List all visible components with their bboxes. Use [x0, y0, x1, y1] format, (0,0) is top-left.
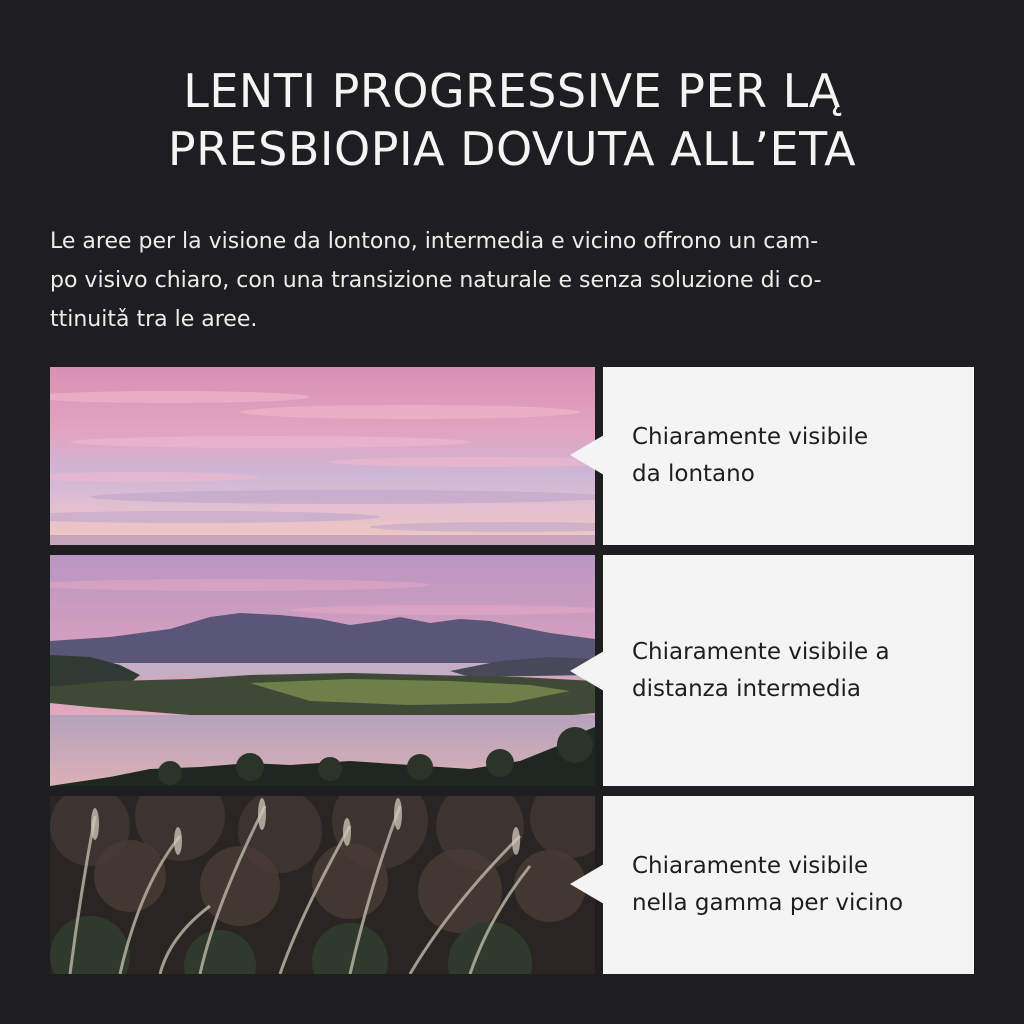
- label-text: [632, 555, 890, 786]
- label-card: [603, 367, 974, 545]
- callout-pointer: [570, 435, 604, 475]
- label-line-2: distanza intermedia: [632, 675, 861, 702]
- intro-line-2: po visivo chiaro, con una transizione naturale e senza soluzione di co-: [50, 268, 822, 293]
- callout-pointer: [570, 864, 604, 904]
- intro-line-3: ttinuitǎ tra le aree.: [50, 307, 258, 332]
- panel-far: [50, 367, 974, 545]
- intro-paragraph: [50, 222, 980, 339]
- callout-pointer: [570, 651, 604, 691]
- intro-line-1: Le aree per la visione da lontono, intermedia e vicino offrono un cam-: [50, 229, 819, 254]
- label-text: [632, 796, 903, 974]
- label-line-1: Chiaramente visibile a: [632, 638, 890, 665]
- label-line-1: Chiaramente visibile: [632, 853, 869, 879]
- title-line-2: PRESBIOPIA DOVUTA ALL’ETA: [167, 122, 857, 176]
- label-card: [603, 796, 974, 974]
- panel-intermediate: [50, 555, 974, 786]
- photo-sunset-sky: [50, 367, 595, 545]
- sky-image: [50, 367, 595, 545]
- label-card: [603, 555, 974, 786]
- page-title: [0, 62, 1024, 178]
- photo-mountains-and-lake: [50, 555, 595, 786]
- foliage-image: [50, 796, 595, 974]
- panel-near: [50, 796, 974, 974]
- label-line-2: nella gamma per vicino: [632, 890, 904, 916]
- label-line-2: da lontano: [632, 461, 755, 487]
- label-line-1: Chiaramente visibile: [632, 424, 869, 450]
- landscape-image: [50, 555, 595, 786]
- label-text: [632, 367, 868, 545]
- title-line-1: LENTI PROGRESSIVE PER LĄ: [183, 64, 841, 118]
- photo-grass-and-trees: [50, 796, 595, 974]
